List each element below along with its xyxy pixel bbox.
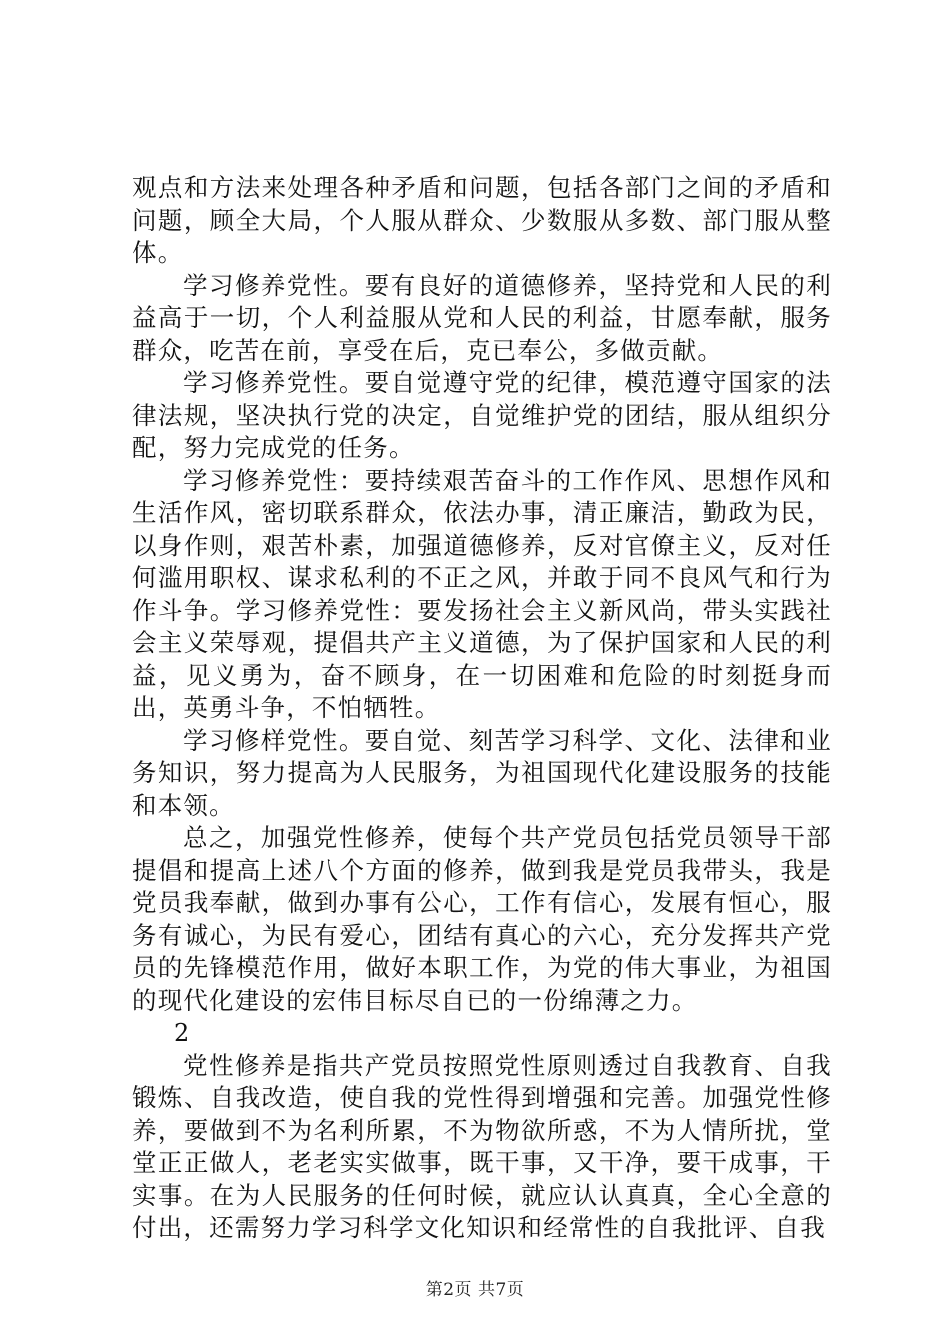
- page-footer: 第2页 共7页: [425, 1280, 525, 1300]
- paragraph-discipline: 学习修养党性。要自觉遵守党的纪律，模范遵守国家的法律法规，坚决执行党的决定，自觉维护党的团结，服从组织分配，努力完成党的任务。: [132, 368, 832, 462]
- paragraph-summary: 总之，加强党性修养，使每个共产党员包括党员领导干部提倡和提高上述八个方面的修养，做到我是党员我带头，我是党员我奉献，做到办事有公心，工作有信心，发展有恒心，服务有诚心，为民有爱心，团结有真心的六心，充分发挥共产党员的先锋模范作用，做好本职工作，为党的伟大事业，为祖国的现代化建设的宏伟目标尽自已的一份绵薄之力。: [132, 823, 832, 1015]
- paragraph-continuation: 观点和方法来处理各种矛盾和问题，包括各部门之间的矛盾和问题，顾全大局，个人服从群众、少数服从多数、部门服从整体。: [132, 173, 832, 267]
- paragraph-moral-cultivation: 学习修养党性。要有良好的道德修养，坚持党和人民的利益高于一切，个人利益服从党和人民的利益，甘愿奉献，服务群众，吃苦在前，享受在后，克已奉公，多做贡献。: [132, 270, 832, 365]
- document-body: [132, 172, 832, 1245]
- paragraph-learning: 学习修样党性。要自觉、刻苦学习科学、文化、法律和业务知识，努力提高为人民服务，为祖国现代化建设服务的技能和本领。: [132, 725, 832, 820]
- paragraph-work-style: 学习修养党性：要持续艰苦奋斗的工作作风、思想作风和生活作风，密切联系群众，依法办事，清正廉洁，勤政为民，以身作则，艰苦朴素，加强道德修养，反对官僚主义，反对任何滥用职权、谋求私利的不正之风，并敢于同不良风气和行为作斗争。学习修养党性：要发扬社会主义新风尚，带头实践社会主义荣辱观，提倡共产主义道德，为了保护国家和人民的利益，见义勇为，奋不顾身，在一切困难和危险的时刻挺身而出，英勇斗争，不怕牺牲。: [132, 465, 832, 722]
- paragraph-party-spirit-definition: 党性修养是指共产党员按照党性原则透过自我教育、自我锻炼、自我改造，使自我的党性得到增强和完善。加强党性修养，要做到不为名利所累，不为物欲所惑，不为人情所扰，堂堂正正做人，老老实实做事，既干事，又干净，要干成事，干实事。在为人民服务的任何时候，就应认认真真，全心全意的付出，还需努力学习科学文化知识和经常性的自我批评、自我: [132, 1050, 832, 1242]
- section-number: 2: [174, 1019, 190, 1047]
